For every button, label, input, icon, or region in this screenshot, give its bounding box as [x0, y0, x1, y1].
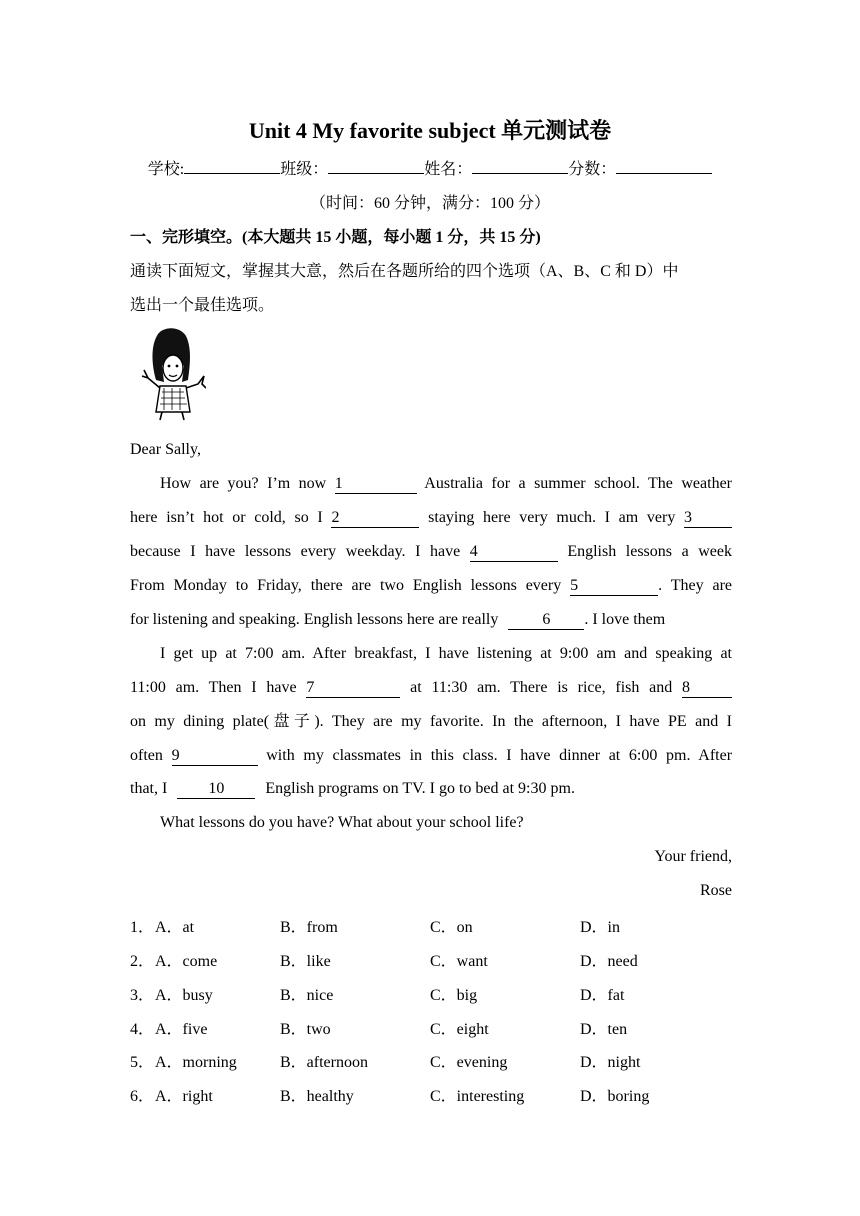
- blank-1[interactable]: 1: [335, 475, 417, 494]
- class-label: 班级：: [280, 161, 329, 178]
- question-row: [130, 982, 732, 1004]
- option-d[interactable]: D．night: [580, 1054, 641, 1071]
- letter-line: on my dining plate(盘子). They are my favorite. In the afternoon, I have PE and I: [130, 713, 732, 730]
- letter-text: English programs on TV. I go to bed at 9:30 pm.: [265, 780, 575, 797]
- blank-6[interactable]: 6: [508, 611, 584, 630]
- letter-line: What lessons do you have? What about your school life?: [160, 814, 524, 831]
- letter-line: [130, 576, 732, 596]
- option-a[interactable]: A．at: [155, 919, 195, 936]
- blank-5[interactable]: 5: [570, 577, 658, 596]
- student-info-line: [0, 156, 860, 179]
- letter-text: with my classmates in this class. I have dinner at 6:00 pm. After: [266, 747, 733, 764]
- option-c[interactable]: C．eight: [430, 1021, 489, 1038]
- option-a[interactable]: A．five: [155, 1021, 208, 1038]
- letter-greeting: Dear Sally,: [130, 441, 201, 458]
- letter-line: [130, 779, 732, 799]
- blank-10[interactable]: 10: [177, 780, 255, 799]
- letter-line: I get up at 7:00 am. After breakfast, I have listening at 9:00 am and speaking at: [160, 645, 732, 662]
- letter-text: Australia for a summer school. The weather: [424, 475, 733, 492]
- question-number: 2．: [130, 953, 155, 970]
- time-note: （时间：60 分钟，满分：100 分）: [309, 195, 550, 212]
- option-c[interactable]: C．evening: [430, 1054, 508, 1071]
- letter-text: . I love them: [584, 611, 666, 628]
- option-b[interactable]: B．nice: [280, 987, 334, 1004]
- name-label: 姓名：: [424, 161, 473, 178]
- letter-text: 11:00 am. Then I have: [130, 679, 297, 696]
- blank-2[interactable]: 2: [331, 509, 419, 528]
- girl-illustration: [134, 326, 206, 422]
- blank-9[interactable]: 9: [172, 747, 258, 766]
- school-label: 学校:: [147, 161, 185, 178]
- letter-line: [130, 746, 732, 766]
- letter-text: staying here very much. I am very: [428, 509, 676, 526]
- question-row: [130, 1083, 732, 1105]
- option-c[interactable]: C．big: [430, 987, 478, 1004]
- option-d[interactable]: D．fat: [580, 987, 625, 1004]
- option-a[interactable]: A．morning: [155, 1054, 237, 1071]
- option-a[interactable]: A．come: [155, 953, 218, 970]
- letter-line: [130, 474, 732, 494]
- option-d[interactable]: D．ten: [580, 1021, 628, 1038]
- letter-text: often: [130, 747, 163, 764]
- option-a[interactable]: A．busy: [155, 987, 213, 1004]
- option-b[interactable]: B．two: [280, 1021, 331, 1038]
- page-title: Unit 4 My favorite subject 单元测试卷: [248, 118, 612, 143]
- letter-text: English lessons a week: [567, 543, 732, 560]
- instruction-line-1: 通读下面短文，掌握其大意，然后在各题所给的四个选项（A、B、C 和 D）中: [130, 263, 679, 280]
- instruction-line-2: 选出一个最佳选项。: [130, 297, 275, 314]
- letter-line: [130, 678, 732, 698]
- option-c[interactable]: C．want: [430, 953, 488, 970]
- option-b[interactable]: B．from: [280, 919, 338, 936]
- letter-signature: Rose: [700, 882, 732, 899]
- letter-text: How are you? I’m now: [160, 475, 327, 492]
- question-row: [130, 1016, 732, 1038]
- letter-line: [130, 542, 732, 562]
- option-b[interactable]: B．like: [280, 953, 331, 970]
- question-row: [130, 914, 732, 936]
- blank-7[interactable]: 7: [306, 679, 400, 698]
- letter-closing: Your friend,: [654, 848, 732, 865]
- option-c[interactable]: C．on: [430, 919, 473, 936]
- name-field[interactable]: [472, 159, 568, 174]
- question-number: 1．: [130, 919, 155, 936]
- option-b[interactable]: B．afternoon: [280, 1054, 368, 1071]
- option-d[interactable]: D．need: [580, 953, 638, 970]
- blank-4[interactable]: 4: [470, 543, 558, 562]
- option-d[interactable]: D．boring: [580, 1088, 650, 1105]
- score-field[interactable]: [616, 159, 712, 174]
- letter-text: that, I: [130, 780, 168, 797]
- blank-8[interactable]: 8: [682, 679, 732, 698]
- question-row: [130, 1049, 732, 1071]
- option-d[interactable]: D．in: [580, 919, 621, 936]
- section-heading: 一、完形填空。(本大题共 15 小题，每小题 1 分，共 15 分): [130, 229, 541, 246]
- letter-text: at 11:30 am. There is rice, fish and: [410, 679, 673, 696]
- letter-text: because I have lessons every weekday. I have: [130, 543, 461, 560]
- school-field[interactable]: [184, 159, 280, 174]
- option-c[interactable]: C．interesting: [430, 1088, 525, 1105]
- class-field[interactable]: [328, 159, 424, 174]
- letter-text: here isn’t hot or cold, so I: [130, 509, 323, 526]
- question-number: 5．: [130, 1054, 155, 1071]
- question-row: [130, 948, 732, 970]
- letter-text: . They are: [658, 577, 732, 594]
- letter-text: for listening and speaking. English lessons here are really: [130, 611, 499, 628]
- letter-line: [130, 610, 732, 630]
- blank-3[interactable]: 3: [684, 509, 732, 528]
- letter-text: From Monday to Friday, there are two English lessons every: [130, 577, 562, 594]
- question-number: 6．: [130, 1088, 155, 1105]
- question-number: 4．: [130, 1021, 155, 1038]
- question-number: 3．: [130, 987, 155, 1004]
- letter-line: [130, 508, 732, 528]
- option-b[interactable]: B．healthy: [280, 1088, 354, 1105]
- score-label: 分数：: [568, 161, 617, 178]
- option-a[interactable]: A．right: [155, 1088, 213, 1105]
